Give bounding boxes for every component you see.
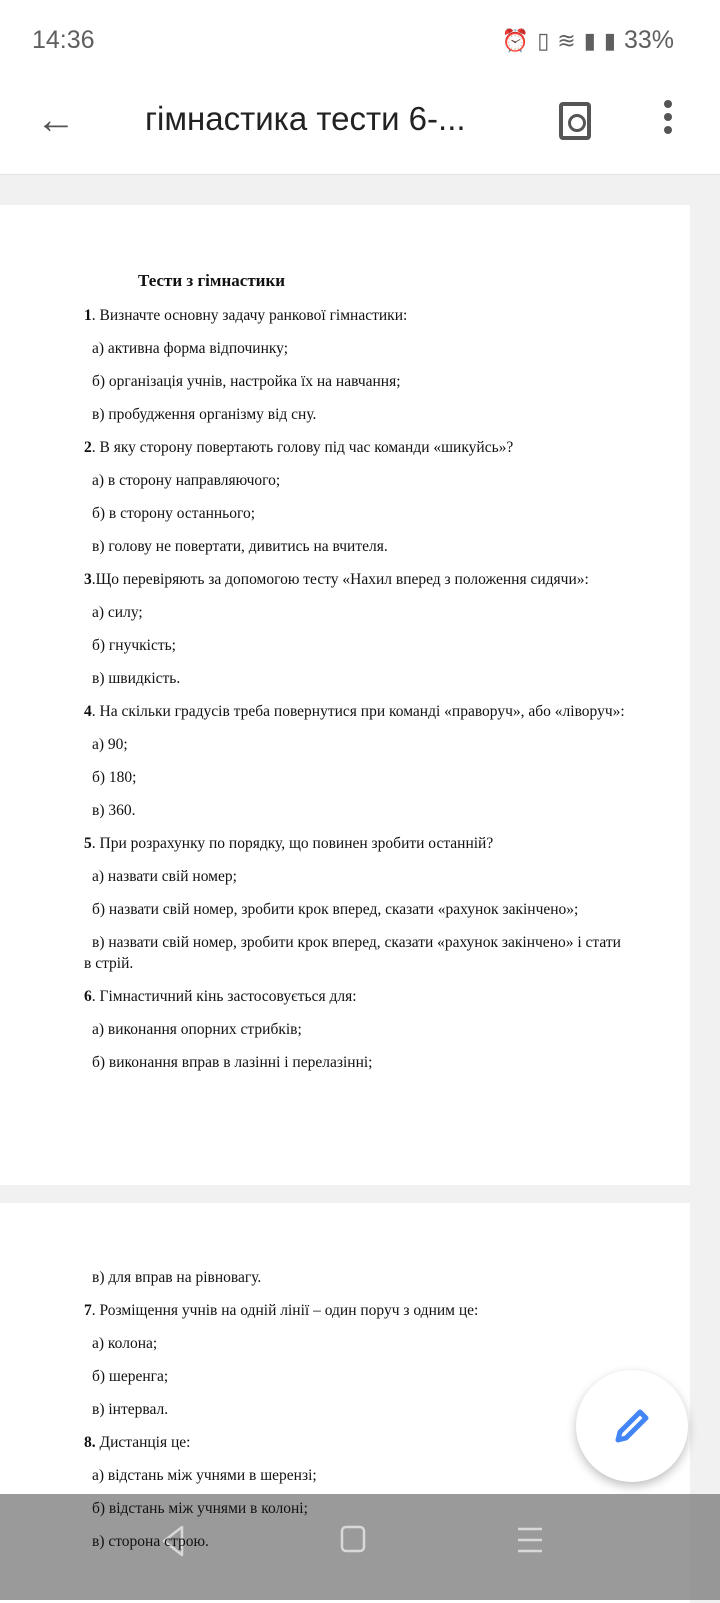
question: [84, 833, 634, 854]
question-number: 3: [84, 571, 92, 588]
question-text: . При розрахунку по порядку, що повинен зробити останній?: [91, 835, 494, 852]
pencil-icon: [612, 1406, 652, 1446]
answer-option: в) назвати свій номер, зробити крок вперед, сказати «рахунок закінчено» і стати в стрій.: [84, 934, 621, 972]
answer-option: а) колона;: [92, 1335, 158, 1352]
answer-option: а) відстань між учнями в шерензі;: [92, 1467, 317, 1484]
answer-option: б) шеренга;: [92, 1368, 169, 1385]
question: [84, 701, 634, 722]
more-options-icon[interactable]: [664, 100, 672, 139]
answer-option: а) в сторону направляючого;: [92, 472, 281, 489]
answer-option: а) активна форма відпочинку;: [92, 340, 289, 357]
document-title: гімнастика тести 6-...: [145, 100, 466, 137]
question-number: 4: [84, 703, 92, 720]
document-page-1: [0, 205, 690, 1185]
question-text: . В яку сторону повертають голову під час команди «шикуйсь»?: [91, 439, 514, 456]
question-number: 1: [84, 307, 92, 324]
vibrate-icon: ▯: [537, 27, 550, 53]
answer-option: б) виконання вправ в лазінні і перелазінні;: [92, 1054, 373, 1071]
find-in-document-icon[interactable]: [559, 102, 591, 140]
question-number: 5: [84, 835, 92, 852]
app-bar: [0, 80, 720, 175]
status-bar: [0, 0, 720, 80]
question-text: . На скільки градусів треба повернутися при команді «праворуч», або «ліворуч»:: [91, 703, 625, 720]
question-number: 7: [84, 1302, 92, 1319]
question-number: 6: [84, 988, 92, 1005]
question-text: . Гімнастичний кінь застосовується для:: [91, 988, 357, 1005]
back-arrow-icon[interactable]: ←: [36, 98, 76, 142]
answer-option: б) в сторону останнього;: [92, 505, 256, 522]
question: [84, 569, 634, 590]
battery-icon: ▮: [603, 27, 616, 53]
question-number: 2: [84, 439, 92, 456]
answer-option: в) для вправ на рівновагу.: [92, 1269, 262, 1286]
answer-option: а) 90;: [92, 736, 128, 753]
question-text: . Визначте основну задачу ранкової гімнастики:: [91, 307, 408, 324]
answer-option: б) гнучкість;: [92, 637, 176, 654]
question: [84, 305, 634, 326]
answer-option: б) 180;: [92, 769, 137, 786]
answer-option: б) відстань між учнями в колоні;: [92, 1500, 308, 1517]
doc-heading: Тести з гімнастики: [138, 271, 286, 290]
signal-icon: ▮: [583, 27, 596, 53]
answer-option: а) виконання опорних стрибків;: [92, 1021, 302, 1038]
status-time: 14:36: [32, 26, 95, 54]
alarm-icon: ⏰: [501, 27, 530, 53]
wifi-icon: ≋: [557, 27, 576, 53]
answer-option: в) пробудження організму від сну.: [92, 406, 317, 423]
answer-option: в) голову не повертати, дивитись на вчителя.: [92, 538, 388, 555]
answer-option: б) назвати свій номер, зробити крок вперед, сказати «рахунок закінчено»;: [92, 901, 579, 918]
answer-option: в) інтервал.: [92, 1401, 169, 1418]
answer-option: в) швидкість.: [92, 670, 181, 687]
question: [84, 437, 634, 458]
answer-option: в) сторона строю.: [92, 1533, 209, 1550]
edit-button[interactable]: [576, 1370, 688, 1482]
question-number: 8.: [84, 1434, 96, 1451]
answer-option: б) організація учнів, настройка їх на навчання;: [92, 373, 401, 390]
question-text: .Що перевіряють за допомогою тесту «Нахил вперед з положення сидячи»:: [91, 571, 589, 588]
question: [84, 1300, 634, 1321]
question-text: . Розміщення учнів на одній лінії – один поруч з одним це:: [91, 1302, 479, 1319]
question: [84, 1432, 634, 1453]
question-text: Дистанція це:: [95, 1434, 191, 1451]
answer-option: в) 360.: [92, 802, 136, 819]
answer-option: а) назвати свій номер;: [92, 868, 237, 885]
question: [84, 986, 634, 1007]
battery-percent: 33%: [623, 26, 674, 54]
answer-option: а) силу;: [92, 604, 143, 621]
